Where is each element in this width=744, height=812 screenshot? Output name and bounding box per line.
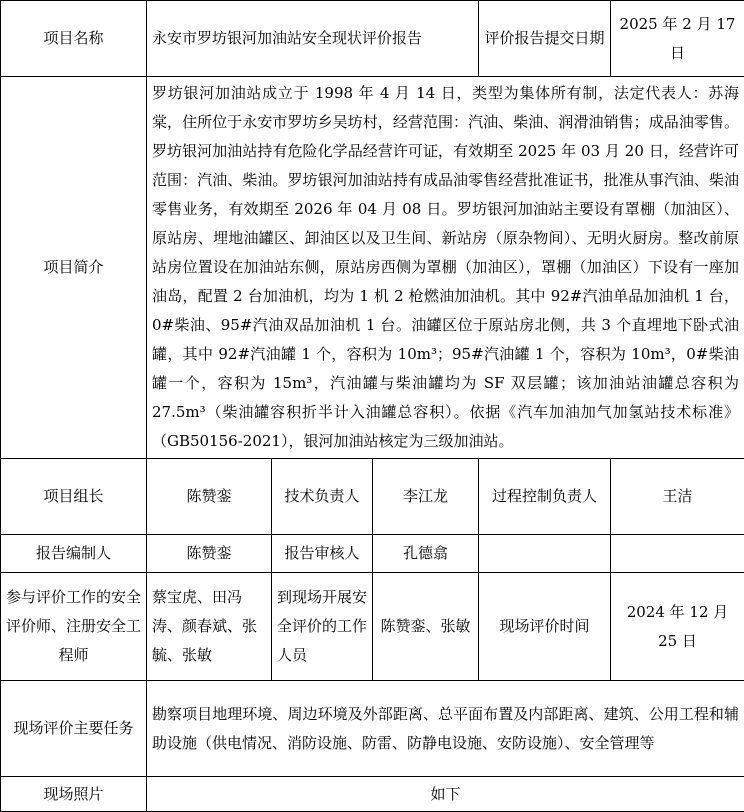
project-intro-label: 项目简介	[1, 77, 147, 459]
submit-date-value: 2025 年 2 月 17 日	[611, 1, 744, 77]
row-project-intro	[1, 77, 744, 459]
row-onsite-tasks	[1, 681, 744, 777]
process-control-label: 过程控制负责人	[479, 459, 611, 535]
project-intro-text: 罗坊银河加油站成立于 1998 年 4 月 14 日，类型为集体所有制，法定代表人：苏海棠，住所位于永安市罗坊乡吴坊村，经营范围：汽油、柴油、润滑油销售；成品油零售。罗坊银河加油站持有危险化学品经营许可证，有效期至 2025 年 03 月 20 日，经营许可范围：汽油、柴油。罗坊银河加油站持有成品油零售经营批准证书，批准从事汽油、柴油零售业务，有效期至 2026 年 04 月 08 日。罗坊银河加油站主要设有罩棚（加油区）、原站房、埋地油罐区、卸油区以及卫生间、新站房（原杂物间）、无明火厨房。整改前原站房位置设在加油站东侧，原站房西侧为罩棚（加油区），罩棚（加油区）下设有一座加油岛，配置 2 台加油机，均为 1 机 2 枪燃油加油机。其中 92#汽油单品加油机 1 台，0#柴油、95#汽油双品加油机 1 台。油罐区位于原站房北侧，共 3 个直埋地下卧式油罐，其中 92#汽油罐 1 个，容积为 10m³；95#汽油罐 1 个，容积为 10m³，0#柴油罐一个，容积为 15m³，汽油罐与柴油罐均为 SF 双层罐；该加油站油罐总容积为 27.5m³（柴油罐容积折半计入油罐总容积）。依据《汽车加油加气加氢站技术标准》（GB50156-2021），银河加油站核定为三级加油站。	[147, 77, 744, 459]
empty-cell	[611, 535, 744, 573]
row-site-photos	[1, 777, 744, 812]
report-author-label: 报告编制人	[1, 535, 147, 573]
team-leader-value: 陈赞銮	[147, 459, 272, 535]
site-photos-value: 如下	[147, 777, 744, 812]
onsite-tasks-text: 勘察项目地理环境、周边环境及外部距离、总平面布置及内部距离、建筑、公用工程和辅助设施（供电情况、消防设施、防雷、防静电设施、安防设施）、安全管理等	[147, 681, 744, 777]
report-author-value: 陈赞銮	[147, 535, 272, 573]
site-photos-label: 现场照片	[1, 777, 147, 812]
tech-lead-label: 技术负责人	[272, 459, 373, 535]
project-name-label: 项目名称	[1, 1, 147, 77]
tech-lead-value: 李江龙	[373, 459, 479, 535]
process-control-value: 王洁	[611, 459, 744, 535]
row-report-authors	[1, 535, 744, 573]
evaluators-value: 蔡宝虎、田冯涛、颜春斌、张毓、张敏	[147, 573, 272, 681]
submit-date-label: 评价报告提交日期	[479, 1, 611, 77]
onsite-staff-label: 到现场开展安全评价的工作人员	[272, 573, 373, 681]
team-leader-label: 项目组长	[1, 459, 147, 535]
project-name-value: 永安市罗坊银河加油站安全现状评价报告	[147, 1, 479, 77]
onsite-staff-value: 陈赞銮、张敏	[373, 573, 479, 681]
onsite-tasks-label: 现场评价主要任务	[1, 681, 147, 777]
report-reviewer-label: 报告审核人	[272, 535, 373, 573]
empty-cell	[479, 535, 611, 573]
onsite-time-value: 2024 年 12 月 25 日	[611, 573, 744, 681]
row-project-name	[1, 1, 744, 77]
row-team-leaders	[1, 459, 744, 535]
evaluators-label: 参与评价工作的安全评价师、注册安全工程师	[1, 573, 147, 681]
row-evaluators	[1, 573, 744, 681]
onsite-time-label: 现场评价时间	[479, 573, 611, 681]
report-reviewer-value: 孔德翕	[373, 535, 479, 573]
